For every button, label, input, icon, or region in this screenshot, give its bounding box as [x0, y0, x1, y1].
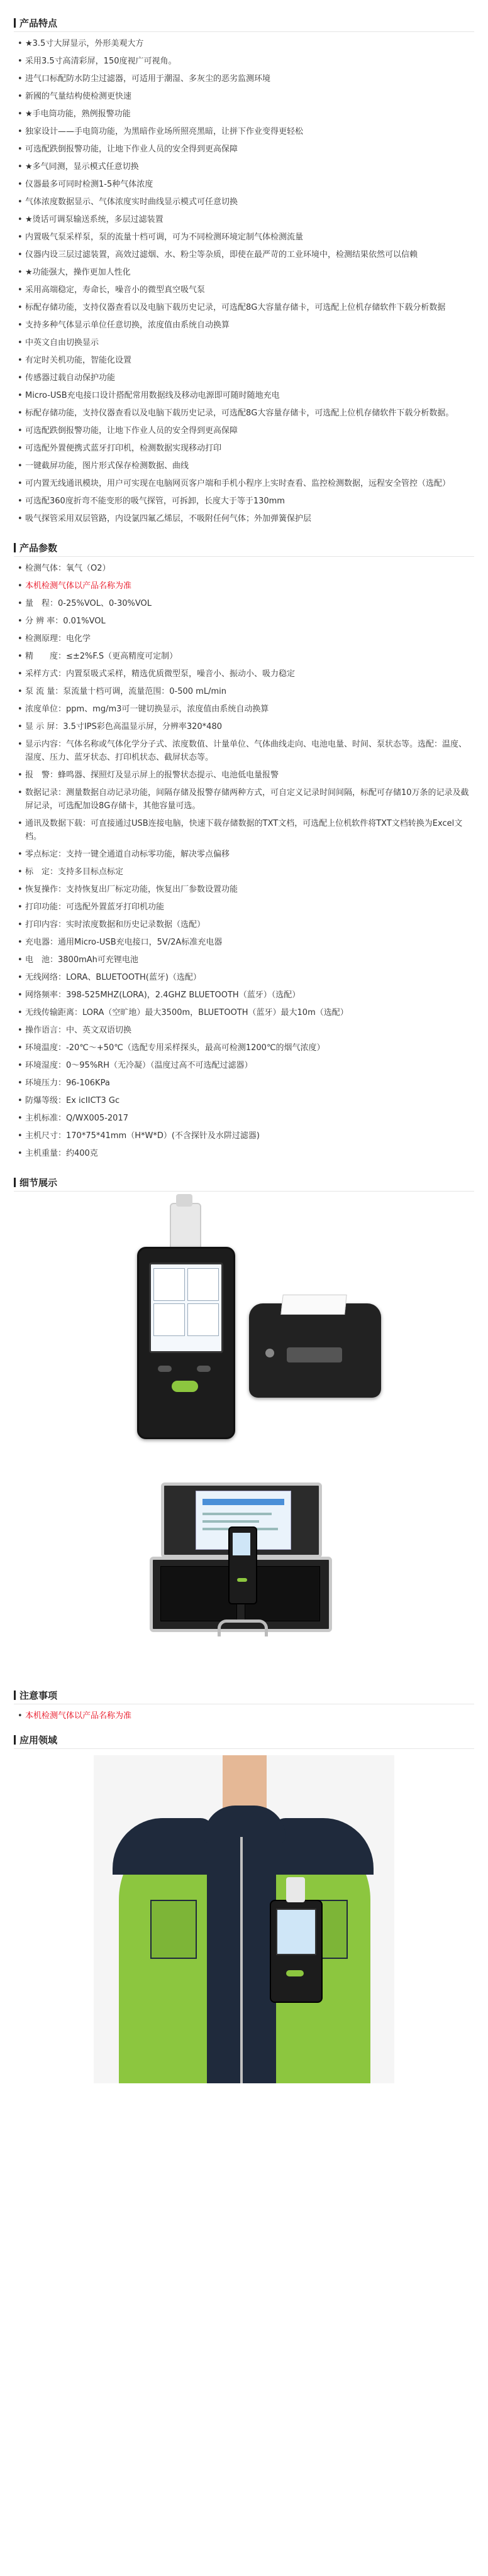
feature-item: • 可选配跌倒报警功能，让地下作业人员的安全得到更高保障: [18, 143, 473, 156]
param-item: • 主机尺寸：170*75*41mm（H*W*D）(不含探针及水阱过滤器): [18, 1129, 473, 1143]
feature-item: • 内置吸气泵采样泵，泵的流量十档可调，可为不同检测环境定制气体检测流量: [18, 231, 473, 244]
feature-item: • 标配存储功能，支持仪器查看以及电脑下载历史记录，可选配8G大容量存储卡，可选配上位机存储软件下载分析数据。: [18, 407, 473, 420]
detector-body: [137, 1247, 235, 1439]
detector-in-case: [228, 1526, 257, 1604]
params-list: [0, 562, 488, 1160]
param-item: • 分 辨 率：0.01%VOL: [18, 615, 473, 628]
worker-photo: [94, 1755, 394, 2083]
feature-item: • 吸气探管采用双层管路，内设氯四氟乙烯层，不吸附任何气体；外加弹簧保护层: [18, 512, 473, 525]
param-item: • 环境湿度：0～95%RH（无冷凝）（温度过高不可选配过滤器）: [18, 1059, 473, 1072]
product-photo-detector-printer: [112, 1203, 376, 1448]
feature-item: • ★烫话可调泵输送系统，多层过滤装置: [18, 213, 473, 226]
feature-item: • 可选配外置便携式蓝牙打印机，检测数据实现移动打印: [18, 442, 473, 455]
feature-item: • 传感器过载自动保护功能: [18, 371, 473, 385]
param-item: • 环境温度：-20℃～+50℃（选配专用采样探头，最高可检测1200℃的烟气浓度）: [18, 1041, 473, 1055]
param-item: • 浓度单位：ppm、mg/m3可一键切换显示，浓度值由系统自动换算: [18, 703, 473, 716]
feature-item: • ★功能强大，操作更加人性化: [18, 266, 473, 279]
features-heading: [14, 14, 474, 32]
param-item: • 电 池：3800mAh可充锂电池: [18, 953, 473, 967]
feature-item: • Micro-USB充电接口设计搭配常用数据线及移动电源即可随时随地充电: [18, 389, 473, 402]
printer-window: [287, 1347, 342, 1362]
param-item: • 采样方式：内置泵吸式采样，精选优质微型泵，噪音小、振动小、吸力稳定: [18, 667, 473, 681]
param-item: • 打印内容：实时浓度数据和历史记录数据（选配）: [18, 918, 473, 931]
param-item: • 打印功能：可选配外置蓝牙打印机功能: [18, 901, 473, 914]
feature-item: • 新國的气量结构使检测更快速: [18, 90, 473, 103]
feature-item: • 一键截屏功能，图片形式保存检测数据、曲线: [18, 459, 473, 473]
feature-item: • ★手电筒功能，熟例报警功能: [18, 107, 473, 121]
printer-paper: [280, 1295, 347, 1315]
product-photo-case: [150, 1483, 338, 1640]
notes-list: [0, 1709, 488, 1723]
param-item: • 操作语言：中、英文双语切换: [18, 1024, 473, 1037]
param-item: • 通讯及数据下载：可直接通过USB连接电脑，快速下载存储数据的TXT文档，可选配上位机软件将TXT文档转换为Excel文档。: [18, 817, 473, 843]
feature-item: • 可内置无线通讯模块，用户可实现在电脑网页客户端和手机小程序上实时查看、监控检测数据，远程安全管控（选配）: [18, 477, 473, 490]
param-item: • 环境压力：96-106KPa: [18, 1077, 473, 1090]
param-item: • 零点标定：支持一键全通道自动标零功能，解决零点偏移: [18, 848, 473, 861]
notes-text: • 本机检测气体以产品名称为准: [18, 1709, 473, 1723]
param-item: • 泵 流 量：泵流量十档可调，流量范围：0-500 mL/min: [18, 685, 473, 698]
feature-item: • 有定时关机功能，智能化设置: [18, 354, 473, 367]
param-item: • 精 度：≤±2%F.S（更高精度可定制）: [18, 650, 473, 663]
feature-item: • 仪器最多可同时检测1-5种气体浓度: [18, 178, 473, 191]
param-item: • 检测原理：电化学: [18, 632, 473, 645]
heading-bar: [14, 543, 16, 552]
feature-item: • 标配存储功能，支持仪器查看以及电脑下载历史记录，可选配8G大容量存储卡，可选配上位机存储软件下载分析数据: [18, 301, 473, 314]
gas-detector-image: [137, 1203, 238, 1442]
power-button: [172, 1381, 198, 1392]
feature-item: • 中英文自由切换显示: [18, 336, 473, 349]
param-item: • 主机重量：约400克: [18, 1147, 473, 1160]
param-item: • 网络频率：398-525MHZ(LORA)，2.4GHZ BLUETOOTH（蓝牙）（选配）: [18, 989, 473, 1002]
details-title: 细节展示: [19, 1176, 58, 1188]
param-item: • 标 定：支持多目标点标定: [18, 865, 473, 879]
feature-item: • 可选配跌倒报警功能，让地下作业人员的安全得到更高保障: [18, 424, 473, 437]
param-item: • 防爆等级：Ex icIICT3 Gc: [18, 1094, 473, 1107]
feature-item: • 气体浓度数据显示、气体浓度实时曲线显示模式可任意切换: [18, 195, 473, 209]
param-item: • 显 示 屏：3.5寸IPS彩色高温显示屏，分辨率320*480: [18, 720, 473, 733]
heading-bar: [14, 1735, 16, 1745]
feature-item: • 采用3.5寸高清彩屏，150度视广可视角。: [18, 55, 473, 68]
case-handle: [218, 1620, 268, 1636]
feature-item: • ★3.5寸大屏显示，外形美观大方: [18, 37, 473, 50]
feature-item: • 可选配360度折弯不能变形的吸气探管，可拆卸，长度大于等于130mm: [18, 495, 473, 508]
details-heading: [14, 1173, 474, 1192]
feature-item: • 独家设计——手电筒功能，为黑暗作业场所照亮黑暗，让拼下作业变得更轻松: [18, 125, 473, 138]
sensor-probe: [170, 1203, 201, 1252]
feature-item: • 进气口标配防水防尘过滤器，可适用于潮湿、多灰尘的恶劣监测环境: [18, 72, 473, 85]
foam-slot: [160, 1566, 237, 1621]
feature-item: • 支持多种气体显示单位任意切换，浓度值由系统自动换算: [18, 319, 473, 332]
heading-bar: [14, 18, 16, 28]
param-item: • 主机标准：Q/WX005-2017: [18, 1112, 473, 1125]
features-title: 产品特点: [19, 17, 58, 29]
heading-bar: [14, 1178, 16, 1187]
param-item: • 恢复操作：支持恢复出厂标定功能，恢复出厂参数设置功能: [18, 883, 473, 896]
param-item: • 无线网络：LORA、BLUETOOTH(蓝牙)（选配）: [18, 971, 473, 984]
param-item: • 数据记录：测量数据自动记录功能，间隔存储及报警存储两种方式，可自定义记录时间间隔，标配可存储10万条的记录及截屏记录，可选配加设8G存储卡，其他容量可选。: [18, 786, 473, 813]
param-item: • 无线传输距离：LORA（空旷地）最大3500m，BLUETOOTH（蓝牙）最大10m（选配）: [18, 1006, 473, 1019]
notes-heading: [14, 1686, 474, 1704]
jacket-pocket: [150, 1900, 197, 1959]
feature-item: • ★多气同测，显示模式任意切换: [18, 160, 473, 173]
detector-screen: [149, 1263, 223, 1353]
jacket-shoulder: [113, 1818, 213, 1875]
param-item: • 本机检测气体以产品名称为准: [18, 579, 473, 593]
param-item: • 充电器：通用Micro-USB充电接口，5V/2A标准充电器: [18, 936, 473, 949]
application-photo: [0, 1755, 488, 2083]
printer-button: [265, 1349, 274, 1357]
bluetooth-printer-image: [249, 1303, 381, 1398]
feature-item: • 仪器内设三层过滤装置，高效过滤烟、水、粉尘等杂质，即使在最严苛的工业环境中，检测结果依然可以信赖: [18, 248, 473, 261]
param-item: • 量 程：0-25%VOL、0-30%VOL: [18, 597, 473, 610]
jacket-collar: [204, 1806, 286, 1843]
heading-bar: [14, 1691, 16, 1700]
param-item: • 检测气体：氧气（O2）: [18, 562, 473, 575]
feature-item: • 采用高端稳定，寿命长，噪音小的微型真空吸气泵: [18, 283, 473, 297]
param-item: • 报 警：蜂鸣器、探照灯及显示屏上的报警状态提示、电池低电量报警: [18, 769, 473, 782]
device-button: [158, 1366, 172, 1372]
jacket-shoulder: [273, 1818, 374, 1875]
worn-gas-detector: [270, 1900, 323, 2003]
params-heading: [14, 539, 474, 557]
notes-title: 注意事项: [19, 1689, 58, 1701]
params-title: 产品参数: [19, 542, 58, 554]
param-item: • 显示内容：气体名称或气体化学分子式、浓度数值、计量单位、气体曲线走向、电池电量、时间、泵状态等。选配：温度、湿度、压力、蓝牙状态、打印机状态、截屏状态等。: [18, 738, 473, 764]
features-list: [0, 37, 488, 525]
device-button: [197, 1366, 211, 1372]
applications-title: 应用领域: [19, 1734, 58, 1746]
applications-heading: [14, 1731, 474, 1749]
jacket-zipper: [240, 1837, 243, 2083]
